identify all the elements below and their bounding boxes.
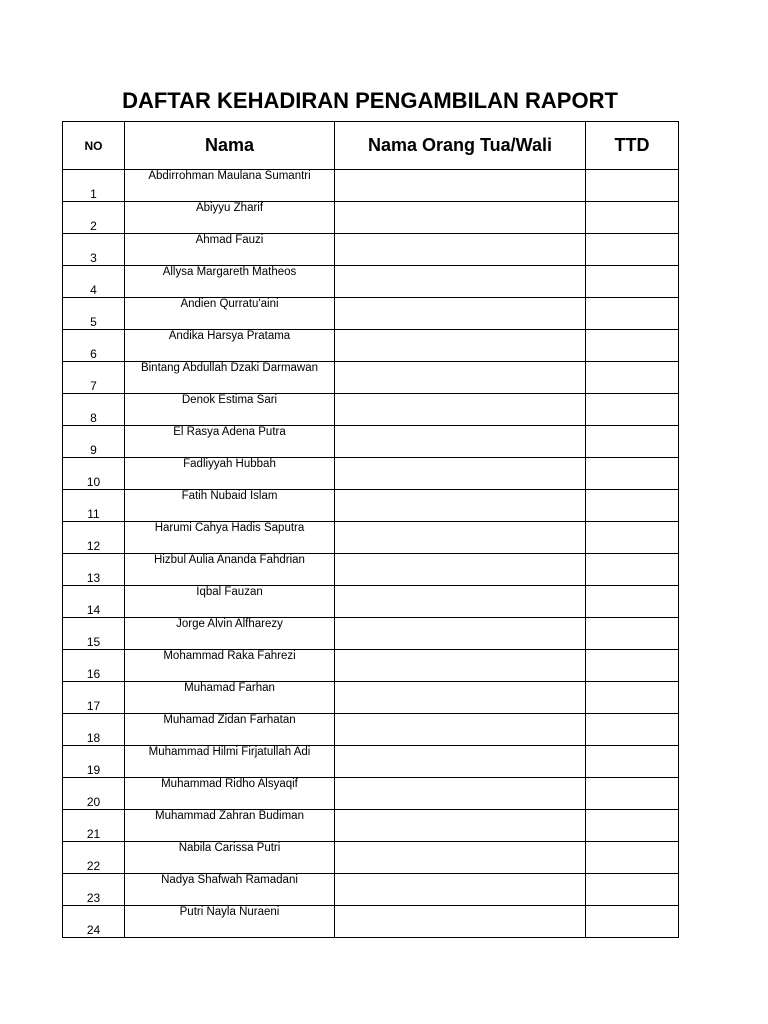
row-number: 8 <box>63 394 125 426</box>
student-name: Iqbal Fauzan <box>125 586 335 618</box>
signature-cell[interactable] <box>586 874 679 906</box>
signature-cell[interactable] <box>586 522 679 554</box>
row-number: 5 <box>63 298 125 330</box>
header-nama: Nama <box>125 122 335 170</box>
parent-name-cell[interactable] <box>335 554 586 586</box>
signature-cell[interactable] <box>586 746 679 778</box>
table-row <box>63 682 679 714</box>
table-row <box>63 874 679 906</box>
signature-cell[interactable] <box>586 618 679 650</box>
parent-name-cell[interactable] <box>335 586 586 618</box>
signature-cell[interactable] <box>586 234 679 266</box>
row-number: 2 <box>63 202 125 234</box>
student-name: Nabila Carissa Putri <box>125 842 335 874</box>
student-name: Muhammad Ridho Alsyaqif <box>125 778 335 810</box>
header-wali: Nama Orang Tua/Wali <box>335 122 586 170</box>
header-ttd: TTD <box>586 122 679 170</box>
parent-name-cell[interactable] <box>335 650 586 682</box>
row-number: 13 <box>63 554 125 586</box>
parent-name-cell[interactable] <box>335 266 586 298</box>
signature-cell[interactable] <box>586 714 679 746</box>
student-name: Jorge Alvin Alfharezy <box>125 618 335 650</box>
parent-name-cell[interactable] <box>335 522 586 554</box>
signature-cell[interactable] <box>586 586 679 618</box>
student-name: Abiyyu Zharif <box>125 202 335 234</box>
parent-name-cell[interactable] <box>335 490 586 522</box>
student-name: Ahmad Fauzi <box>125 234 335 266</box>
attendance-table <box>62 121 679 938</box>
parent-name-cell[interactable] <box>335 234 586 266</box>
table-row <box>63 618 679 650</box>
student-name: Andika Harsya Pratama <box>125 330 335 362</box>
student-name: Muhammad Zahran Budiman <box>125 810 335 842</box>
student-name: Hizbul Aulia Ananda Fahdrian <box>125 554 335 586</box>
table-row <box>63 458 679 490</box>
table-row <box>63 266 679 298</box>
row-number: 4 <box>63 266 125 298</box>
signature-cell[interactable] <box>586 170 679 202</box>
row-number: 1 <box>63 170 125 202</box>
student-name: Andien Qurratu'aini <box>125 298 335 330</box>
parent-name-cell[interactable] <box>335 682 586 714</box>
student-name: Denok Estima Sari <box>125 394 335 426</box>
row-number: 11 <box>63 490 125 522</box>
student-name: Muhammad Hilmi Firjatullah Adi <box>125 746 335 778</box>
row-number: 12 <box>63 522 125 554</box>
header-no: NO <box>63 122 125 170</box>
parent-name-cell[interactable] <box>335 842 586 874</box>
table-row <box>63 778 679 810</box>
parent-name-cell[interactable] <box>335 298 586 330</box>
document-title: DAFTAR KEHADIRAN PENGAMBILAN RAPORT <box>122 88 618 113</box>
parent-name-cell[interactable] <box>335 874 586 906</box>
table-body <box>63 170 679 938</box>
parent-name-cell[interactable] <box>335 362 586 394</box>
signature-cell[interactable] <box>586 810 679 842</box>
table-row <box>63 330 679 362</box>
student-name: Fadliyyah Hubbah <box>125 458 335 490</box>
signature-cell[interactable] <box>586 842 679 874</box>
row-number: 22 <box>63 842 125 874</box>
row-number: 21 <box>63 810 125 842</box>
student-name: Bintang Abdullah Dzaki Darmawan <box>125 362 335 394</box>
row-number: 14 <box>63 586 125 618</box>
table-row <box>63 554 679 586</box>
parent-name-cell[interactable] <box>335 746 586 778</box>
table-row <box>63 170 679 202</box>
student-name: Muhamad Farhan <box>125 682 335 714</box>
row-number: 10 <box>63 458 125 490</box>
table-row <box>63 362 679 394</box>
parent-name-cell[interactable] <box>335 170 586 202</box>
table-row <box>63 234 679 266</box>
parent-name-cell[interactable] <box>335 426 586 458</box>
parent-name-cell[interactable] <box>335 714 586 746</box>
table-row <box>63 426 679 458</box>
signature-cell[interactable] <box>586 906 679 938</box>
signature-cell[interactable] <box>586 458 679 490</box>
row-number: 23 <box>63 874 125 906</box>
student-name: Nadya Shafwah Ramadani <box>125 874 335 906</box>
row-number: 19 <box>63 746 125 778</box>
signature-cell[interactable] <box>586 266 679 298</box>
table-row <box>63 586 679 618</box>
table-row <box>63 810 679 842</box>
student-name: Harumi Cahya Hadis Saputra <box>125 522 335 554</box>
table-row <box>63 906 679 938</box>
table-row <box>63 650 679 682</box>
table-row <box>63 746 679 778</box>
signature-cell[interactable] <box>586 650 679 682</box>
parent-name-cell[interactable] <box>335 810 586 842</box>
signature-cell[interactable] <box>586 298 679 330</box>
row-number: 15 <box>63 618 125 650</box>
parent-name-cell[interactable] <box>335 202 586 234</box>
table-row <box>63 298 679 330</box>
row-number: 7 <box>63 362 125 394</box>
signature-cell[interactable] <box>586 682 679 714</box>
signature-cell[interactable] <box>586 554 679 586</box>
row-number: 3 <box>63 234 125 266</box>
student-name: Mohammad Raka Fahrezi <box>125 650 335 682</box>
row-number: 9 <box>63 426 125 458</box>
table-row <box>63 842 679 874</box>
row-number: 16 <box>63 650 125 682</box>
student-name: Fatih Nubaid Islam <box>125 490 335 522</box>
student-name: Muhamad Zidan Farhatan <box>125 714 335 746</box>
table-row <box>63 714 679 746</box>
signature-cell[interactable] <box>586 330 679 362</box>
signature-cell[interactable] <box>586 394 679 426</box>
parent-name-cell[interactable] <box>335 618 586 650</box>
parent-name-cell[interactable] <box>335 330 586 362</box>
student-name: Allysa Margareth Matheos <box>125 266 335 298</box>
row-number: 17 <box>63 682 125 714</box>
signature-cell[interactable] <box>586 202 679 234</box>
signature-cell[interactable] <box>586 778 679 810</box>
row-number: 24 <box>63 906 125 938</box>
row-number: 18 <box>63 714 125 746</box>
signature-cell[interactable] <box>586 490 679 522</box>
table-row <box>63 394 679 426</box>
table-row <box>63 490 679 522</box>
table-row <box>63 522 679 554</box>
parent-name-cell[interactable] <box>335 778 586 810</box>
student-name: Putri Nayla Nuraeni <box>125 906 335 938</box>
table-header-row <box>63 122 679 170</box>
signature-cell[interactable] <box>586 362 679 394</box>
table-row <box>63 202 679 234</box>
parent-name-cell[interactable] <box>335 906 586 938</box>
parent-name-cell[interactable] <box>335 458 586 490</box>
signature-cell[interactable] <box>586 426 679 458</box>
parent-name-cell[interactable] <box>335 394 586 426</box>
row-number: 6 <box>63 330 125 362</box>
row-number: 20 <box>63 778 125 810</box>
student-name: Abdirrohman Maulana Sumantri <box>125 170 335 202</box>
student-name: El Rasya Adena Putra <box>125 426 335 458</box>
